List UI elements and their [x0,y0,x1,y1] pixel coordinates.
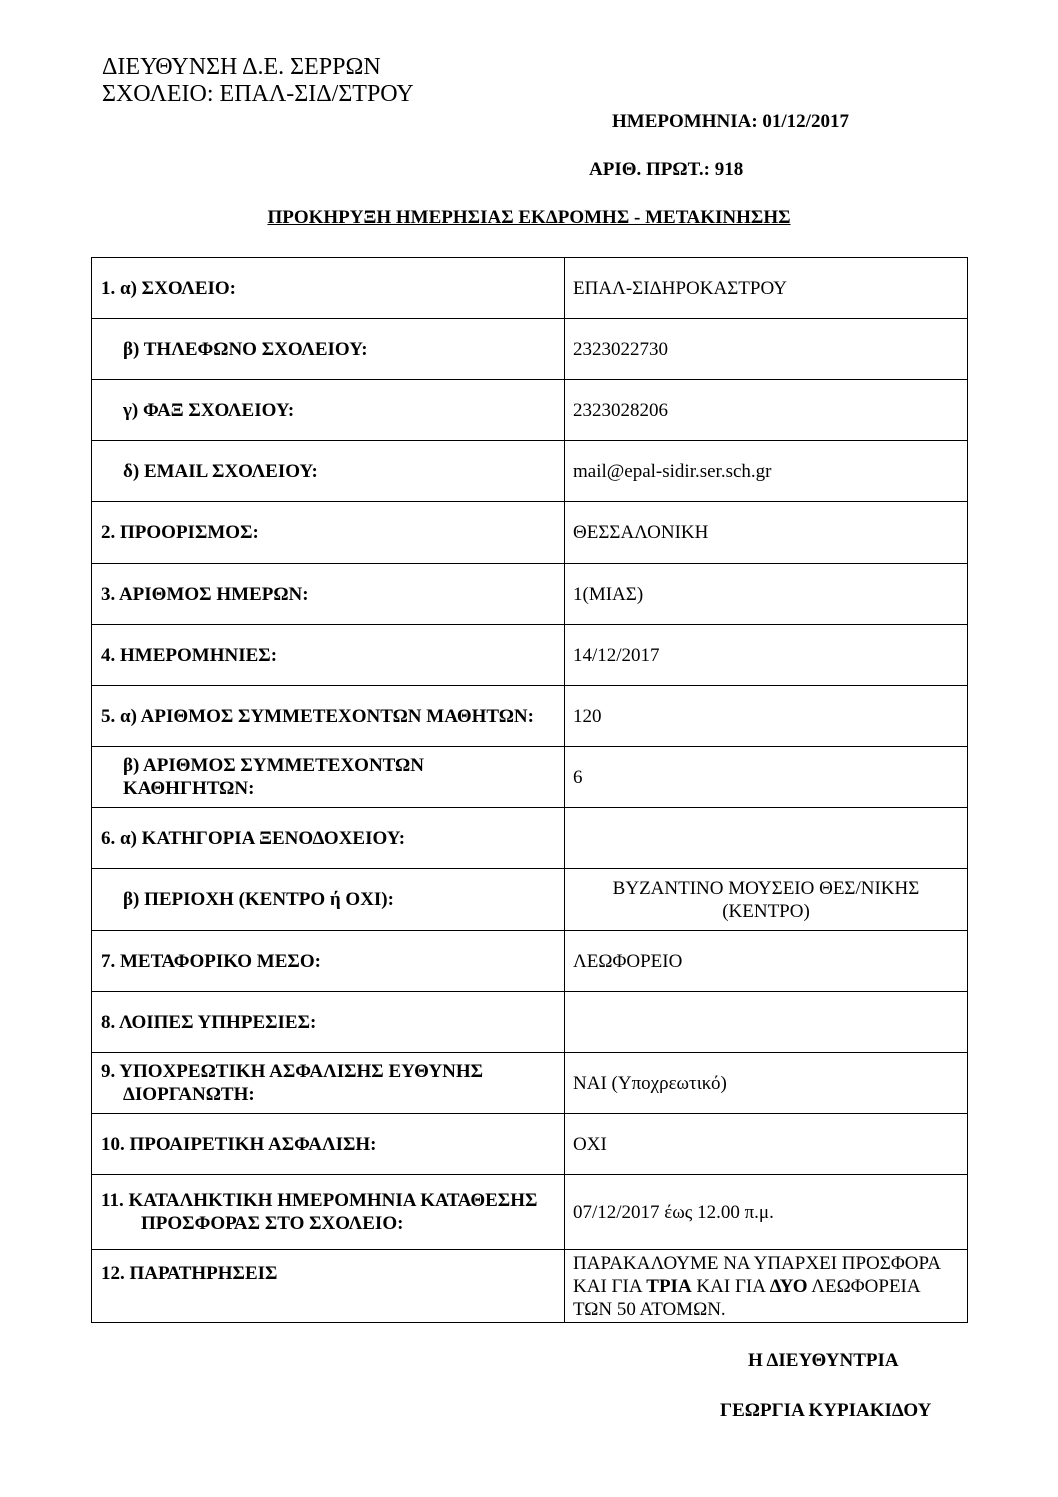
row-label: 11. ΚΑΤΑΛΗΚΤΙΚΗ ΗΜΕΡΟΜΗΝΙΑ ΚΑΤΑΘΕΣΗΣ ΠΡΟΣΦΟΡΑΣ ΣΤΟ ΣΧΟΛΕΙΟ: [92,1175,565,1250]
table-row [92,869,968,931]
row-value [565,808,968,869]
table-row [92,1114,968,1175]
row-label: 9. ΥΠΟΧΡΕΩΤΙΚΗ ΑΣΦΑΛΙΣΗΣ ΕΥΘΥΝΗΣ ΔΙΟΡΓΑΝΩΤΗ: [92,1053,565,1114]
document-date: ΗΜΕΡΟΜΗΝΙΑ: 01/12/2017 [612,111,849,132]
trip-details-table [91,257,968,1323]
header-directorate: ΔΙΕΥΘΥΝΣΗ Δ.Ε. ΣΕΡΡΩΝ [102,54,381,80]
row-value: ΒΥΖΑΝΤΙΝΟ ΜΟΥΣΕΙΟ ΘΕΣ/ΝΙΚΗΣ (ΚΕΝΤΡΟ) [565,869,968,931]
table-row [92,808,968,869]
remarks-emphasis-three: ΤΡΙΑ [646,1276,692,1297]
row-label: γ) ΦΑΞ ΣΧΟΛΕΙΟΥ: [92,380,565,441]
table-row [92,319,968,380]
row-value: mail@epal-sidir.ser.sch.gr [565,441,968,502]
row-label: 12. ΠΑΡΑΤΗΡΗΣΕΙΣ [92,1250,565,1323]
row-label: 7. ΜΕΤΑΦΟΡΙΚΟ ΜΕΣΟ: [92,931,565,992]
table-row [92,686,968,747]
row-value: ΝΑΙ (Υποχρεωτικό) [565,1053,968,1114]
table-row [92,1053,968,1114]
signature-name: ΓΕΩΡΓΙΑ ΚΥΡΙΑΚΙΔΟΥ [720,1400,932,1421]
row-value: 6 [565,747,968,808]
row-value: 07/12/2017 έως 12.00 π.μ. [565,1175,968,1250]
header-school: ΣΧΟΛΕΙΟ: ΕΠΑΛ-ΣΙΔ/ΣΤΡΟΥ [102,81,414,107]
document-title: ΠΡΟΚΗΡΥΞΗ ΗΜΕΡΗΣΙΑΣ ΕΚΔΡΟΜΗΣ - ΜΕΤΑΚΙΝΗΣΗΣ [267,207,791,228]
table-row [92,747,968,808]
row-label: 5. α) ΑΡΙΘΜΟΣ ΣΥΜΜΕΤΕΧΟΝΤΩΝ ΜΑΘΗΤΩΝ: [92,686,565,747]
protocol-number: ΑΡΙΘ. ΠΡΩΤ.: 918 [589,159,744,180]
row-label: 6. α) ΚΑΤΗΓΟΡΙΑ ΞΕΝΟΔΟΧΕΙΟΥ: [92,808,565,869]
table-row [92,502,968,564]
row-value: ΛΕΩΦΟΡΕΙΟ [565,931,968,992]
row-label: β) ΤΗΛΕΦΩΝΟ ΣΧΟΛΕΙΟΥ: [92,319,565,380]
row-value: ΘΕΣΣΑΛΟΝΙΚΗ [565,502,968,564]
row-value [565,992,968,1053]
row-label: β) ΑΡΙΘΜΟΣ ΣΥΜΜΕΤΕΧΟΝΤΩΝ ΚΑΘΗΓΗΤΩΝ: [92,747,565,808]
row-value: ΕΠΑΛ-ΣΙΔΗΡΟΚΑΣΤΡΟΥ [565,258,968,319]
remarks-emphasis-two: ΔΥΟ [769,1276,808,1297]
table-row [92,1175,968,1250]
table-row [92,380,968,441]
row-value: 1(ΜΙΑΣ) [565,564,968,625]
row-label: 3. ΑΡΙΘΜΟΣ ΗΜΕΡΩΝ: [92,564,565,625]
row-label: 1. α) ΣΧΟΛΕΙΟ: [92,258,565,319]
table-row [92,441,968,502]
row-label: δ) EMAIL ΣΧΟΛΕΙΟΥ: [92,441,565,502]
row-label: 10. ΠΡΟΑΙΡΕΤΙΚΗ ΑΣΦΑΛΙΣΗ: [92,1114,565,1175]
table-row [92,931,968,992]
table-row [92,625,968,686]
row-label: β) ΠΕΡΙΟΧΗ (ΚΕΝΤΡΟ ή ΟΧΙ): [92,869,565,931]
row-value: 14/12/2017 [565,625,968,686]
row-label: 8. ΛΟΙΠΕΣ ΥΠΗΡΕΣΙΕΣ: [92,992,565,1053]
row-label: 4. ΗΜΕΡΟΜΗΝΙΕΣ: [92,625,565,686]
row-value: 2323028206 [565,380,968,441]
row-value: 2323022730 [565,319,968,380]
signature-role: Η ΔΙΕΥΘΥΝΤΡΙΑ [748,1350,899,1371]
table-row [92,258,968,319]
table-row [92,992,968,1053]
table-row [92,1250,968,1323]
row-value: ΟΧΙ [565,1114,968,1175]
table-row [92,564,968,625]
row-value [565,1250,968,1323]
row-value: 120 [565,686,968,747]
remarks-text: ΠΑΡΑΚΑΛΟΥΜΕ ΝΑ ΥΠΑΡΧΕΙ ΠΡΟΣΦΟΡΑ ΚΑΙ ΓΙΑ ΤΡΙΑ ΚΑΙ ΓΙΑ ΔΥΟ ΛΕΩΦΟΡΕΙΑ ΤΩΝ 50 ΑΤΟΜΩΝ. [573,1253,940,1320]
row-label: 2. ΠΡΟΟΡΙΣΜΟΣ: [92,502,565,564]
